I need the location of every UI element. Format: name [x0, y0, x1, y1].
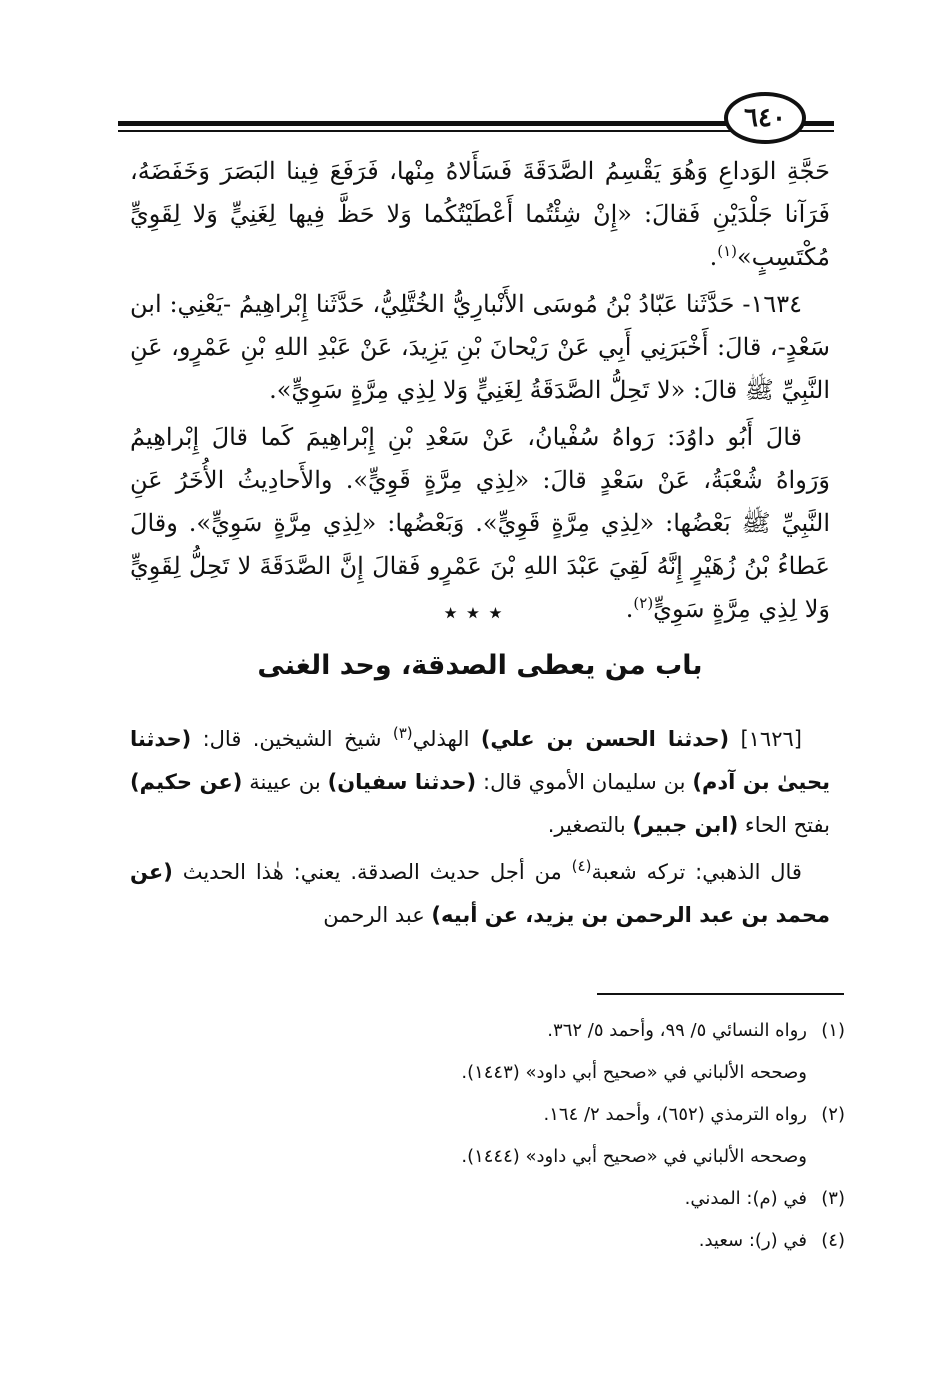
hadith-number: [١٦٢٦] [740, 727, 802, 751]
footnote-1 [130, 1010, 845, 1052]
page-number: ٦٤٠ [744, 103, 786, 133]
footnote-ref-3[interactable]: (٣) [392, 724, 413, 742]
footnote-text: رواه الترمذي (٦٥٢)، وأحمد ٢/ ١٦٤. [543, 1104, 807, 1125]
commentary-section [130, 718, 830, 937]
footnote-1-continuation: وصححه الألباني في «صحيح أبي داود» (١٤٤٣). [461, 1062, 807, 1083]
quoted-text: (حدثنا يحيىٰ بن آدم) [130, 727, 830, 794]
header-rule-thin [118, 130, 834, 132]
footnote-number: (٤) [821, 1230, 845, 1251]
footnotes [130, 1010, 845, 1262]
footnote-number: (٣) [821, 1188, 845, 1209]
footnote-2 [130, 1094, 845, 1136]
quoted-text: (عن محمد بن عبد الرحمن بن يزيد، عن أبيه) [130, 860, 830, 927]
footnote-text: رواه النسائي ٥/ ٩٩، وأحمد ٥/ ٣٦٢. [547, 1020, 807, 1041]
hadith-paragraph-2: ١٦٣٤- حَدَّثَنا عَبّادُ بْنُ مُوسَى الأَنْبارِيُّ الخُتَّلِيُّ، حَدَّثَنا إِبْراهِيمُ -يَعْنِي: ابن سَعْدٍ-، قالَ: أَخْبَرَنِي أَبِي عَنْ رَيْحانَ بْنِ يَزِيدَ، عَنْ عَبْدِ اللهِ بْنِ عَمْرٍو، عَنِ النَّبِيِّ ﷺ قالَ: «لا تَحِلُّ الصَّدَقَةُ لِغَنِيٍّ وَلا لِذِي مِرَّةٍ سَوِيٍّ». [130, 290, 830, 404]
quoted-text: (حدثنا سفيان) [327, 770, 477, 794]
quoted-text: (عن حكيم) [130, 770, 243, 794]
hadith-paragraph-3: قالَ أَبُو داوُدَ: رَواهُ سُفْيانُ، عَنْ سَعْدِ بْنِ إِبْراهِيمَ كَما قالَ إِبْراهِيمُ وَرَواهُ شُعْبَةُ، عَنْ سَعْدٍ قالَ: «لِذِي مِرَّةٍ قَوِيٍّ». والأَحادِيثُ الأُخَرُ عَنِ النَّبِيِّ ﷺ بَعْضُها: «لِذِي مِرَّةٍ قَوِيٍّ». وَبَعْضُها: «لِذِي مِرَّةٍ سَوِيٍّ». وقالَ عَطاءُ بْنُ زُهَيْرٍ إِنَّهُ لَقِيَ عَبْدَ اللهِ بْنَ عَمْرٍو فَقالَ إِنَّ الصَّدَقَةَ لا تَحِلُّ لِقَوِيٍّ وَلا لِذِي مِرَّةٍ سَوِيٍّ$^{(٢)}$. [130, 423, 830, 623]
footnote-3 [130, 1178, 845, 1220]
commentary-paragraph-1: [١٦٢٦] (حدثنا الحسن بن علي) الهذلي$^{(٣)}$ شيخ الشيخين. قال: (حدثنا يحيىٰ بن آدم) بن سليمان الأموي قال: (حدثنا سفيان) بن عيينة (عن حكيم) بفتح الحاء (ابن جبير) بالتصغير. [130, 724, 830, 837]
page-number-badge [724, 92, 806, 144]
footnote-number: (٢) [821, 1104, 845, 1125]
chapter-heading: باب من يعطى الصدقة، وحد الغنى [257, 650, 703, 681]
quoted-text: (حدثنا الحسن بن علي) [480, 727, 730, 751]
quoted-text: (ابن جبير) [632, 813, 739, 837]
footnote-ref-2[interactable]: (٢) [633, 594, 654, 612]
footnote-4 [130, 1220, 845, 1262]
footnote-ref-1[interactable]: (١) [717, 242, 737, 260]
hadith-section [130, 150, 830, 631]
footnote-2-continuation: وصححه الألباني في «صحيح أبي داود» (١٤٤٤). [461, 1146, 807, 1167]
commentary-paragraph-2: قال الذهبي: تركه شعبة$^{(٤)}$ من أجل حديث الصدقة. يعني: هٰذا الحديث (عن محمد بن عبد الرحمن بن يزيد، عن أبيه) عبد الرحمن [130, 857, 830, 927]
footnote-rule [597, 993, 844, 995]
hadith-paragraph-1: حَجَّةِ الوَداعِ وَهُوَ يَقْسِمُ الصَّدَقَةَ فَسَأَلاهُ مِنْها، فَرَفَعَ فِينا البَصَرَ وَخَفَضَهُ، فَرَآنا جَلْدَيْنِ فَقالَ: «إِنْ شِئْتُما أَعْطَيْتُكُما وَلا حَظَّ فِيها لِغَنِيٍّ وَلا لِقَوِيٍّ مُكْتَسِبٍ»$^{(١)}$. [130, 157, 830, 271]
footnote-text: في (م): المدني. [684, 1188, 807, 1209]
section-separator-stars: ٭ ٭ ٭ [443, 598, 503, 628]
footnote-text: في (ر): سعيد. [698, 1230, 807, 1251]
footnote-number: (١) [821, 1020, 845, 1041]
footnote-ref-4[interactable]: (٤) [571, 857, 592, 875]
